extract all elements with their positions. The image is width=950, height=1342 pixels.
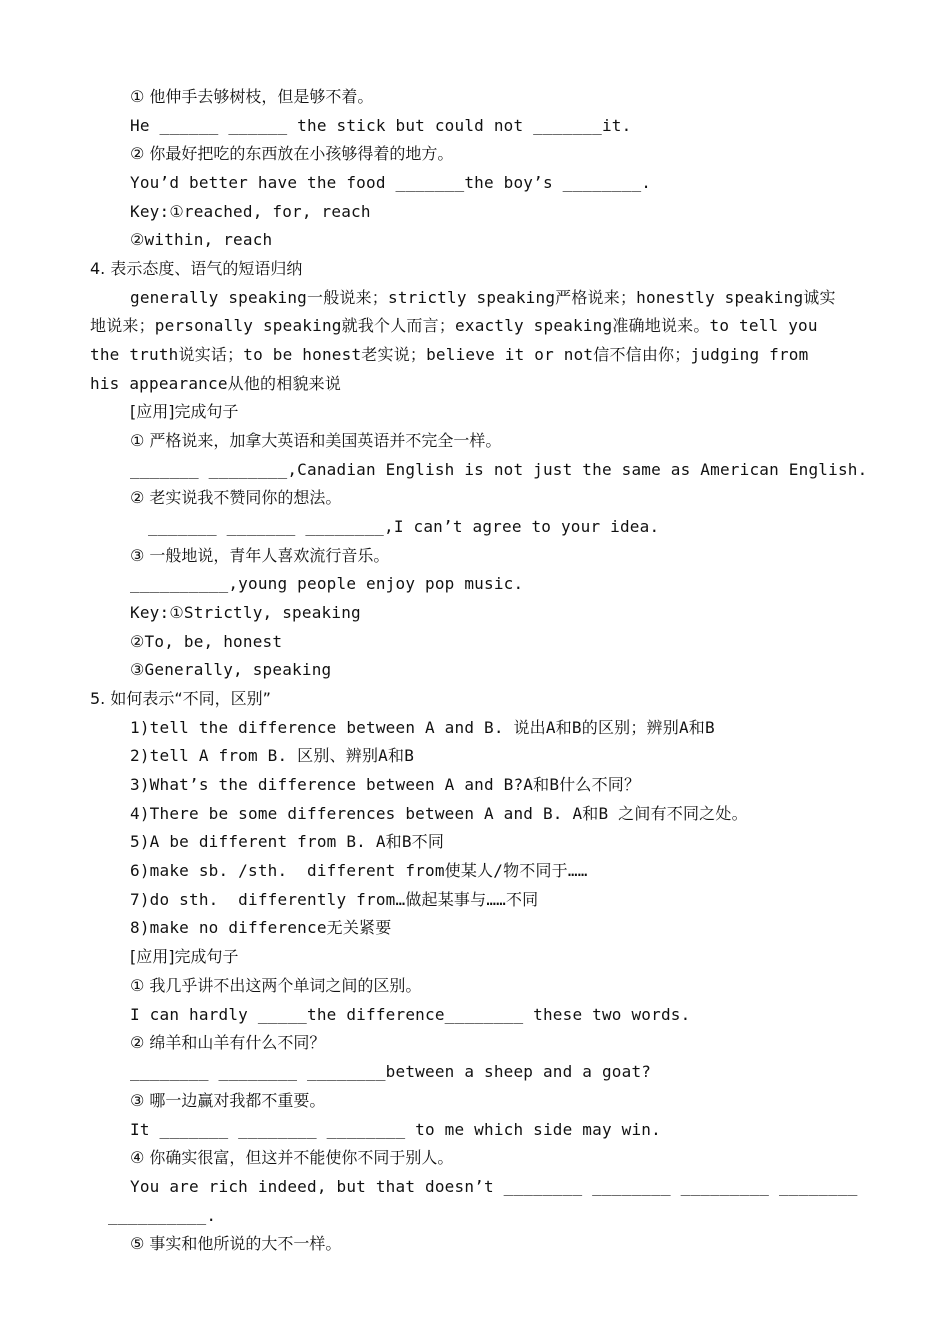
exercise-3-chinese: ③ 一般地说，青年人喜欢流行音乐。 — [130, 546, 390, 565]
exercise-3-english: __________,young people enjoy pop music. — [130, 574, 524, 593]
example-2-chinese: ② 你最好把吃的东西放在小孩够得着的地方。 — [130, 144, 454, 163]
phrase-item-5: 5)A be different from B. A和B不同 — [130, 832, 445, 851]
paragraph-line-3: the truth说实话；to be honest老实说；believe it or not信不信由你；judging from — [90, 345, 809, 364]
phrase-item-7: 7)do sth. differently from…做起某事与……不同 — [130, 890, 539, 909]
answer-key-3: ③Generally, speaking — [130, 660, 332, 679]
phrase-item-8: 8)make no difference无关紧要 — [130, 918, 392, 937]
example-1-english: He ______ ______ the stick but could not _______it. — [130, 116, 632, 135]
exercise-2-chinese: ② 绵羊和山羊有什么不同？ — [130, 1033, 326, 1052]
section-4-heading: 4. 表示态度、语气的短语归纳 — [90, 259, 303, 278]
phrase-item-2: 2)tell A from B. 区别、辨别A和B — [130, 746, 415, 765]
exercise-3-chinese: ③ 哪一边赢对我都不重要。 — [130, 1091, 326, 1110]
exercise-1-chinese: ① 严格说来，加拿大英语和美国英语并不完全一样。 — [130, 431, 502, 450]
answer-key-2: ②within, reach — [130, 230, 273, 249]
exercise-2-chinese: ② 老实说我不赞同你的想法。 — [130, 488, 342, 507]
paragraph-line-4: his appearance从他的相貌来说 — [90, 374, 342, 393]
exercise-2-english: _______ _______ ________,I can’t agree to your idea. — [148, 517, 660, 536]
exercise-3-english: It _______ ________ ________ to me which side may win. — [130, 1120, 661, 1139]
exercise-2-english: ________ ________ ________between a sheep and a goat? — [130, 1062, 652, 1081]
answer-key-1: Key:①reached, for, reach — [130, 202, 371, 221]
exercise-4-english-continued: __________. — [108, 1206, 217, 1225]
exercise-5-chinese: ⑤ 事实和他所说的大不一样。 — [130, 1234, 342, 1253]
phrase-item-3: 3)What’s the difference between A and B?A和B什么不同？ — [130, 775, 641, 794]
phrase-item-6: 6)make sb. /sth. different from使某人/物不同于…… — [130, 861, 588, 880]
answer-key-2: ②To, be, honest — [130, 632, 283, 651]
exercise-4-english: You are rich indeed, but that doesn’t ________ ________ _________ ________ — [130, 1177, 858, 1196]
exercise-1-english: I can hardly _____the difference________ these two words. — [130, 1005, 691, 1024]
example-1-chinese: ① 他伸手去够树枝，但是够不着。 — [130, 87, 374, 106]
paragraph-line-1: generally speaking一般说来；strictly speaking严格说来；honestly speaking诚实 — [130, 288, 836, 307]
section-5-heading: 5. 如何表示“不同，区别” — [90, 689, 271, 708]
paragraph-line-2: 地说来；personally speaking就我个人而言；exactly speaking准确地说来。to tell you — [90, 316, 818, 335]
application-label: [应用]完成句子 — [130, 947, 239, 966]
answer-key-1: Key:①Strictly, speaking — [130, 603, 361, 622]
application-label: [应用]完成句子 — [130, 402, 239, 421]
example-2-english: You’d better have the food _______the boy’s ________. — [130, 173, 652, 192]
exercise-4-chinese: ④ 你确实很富，但这并不能使你不同于别人。 — [130, 1148, 454, 1167]
exercise-1-english: _______ ________,Canadian English is not just the same as American English. — [130, 460, 868, 479]
exercise-1-chinese: ① 我几乎讲不出这两个单词之间的区别。 — [130, 976, 422, 995]
phrase-item-1: 1)tell the difference between A and B. 说出A和B的区别；辨别A和B — [130, 718, 715, 737]
phrase-item-4: 4)There be some differences between A and B. A和B 之间有不同之处。 — [130, 804, 748, 823]
